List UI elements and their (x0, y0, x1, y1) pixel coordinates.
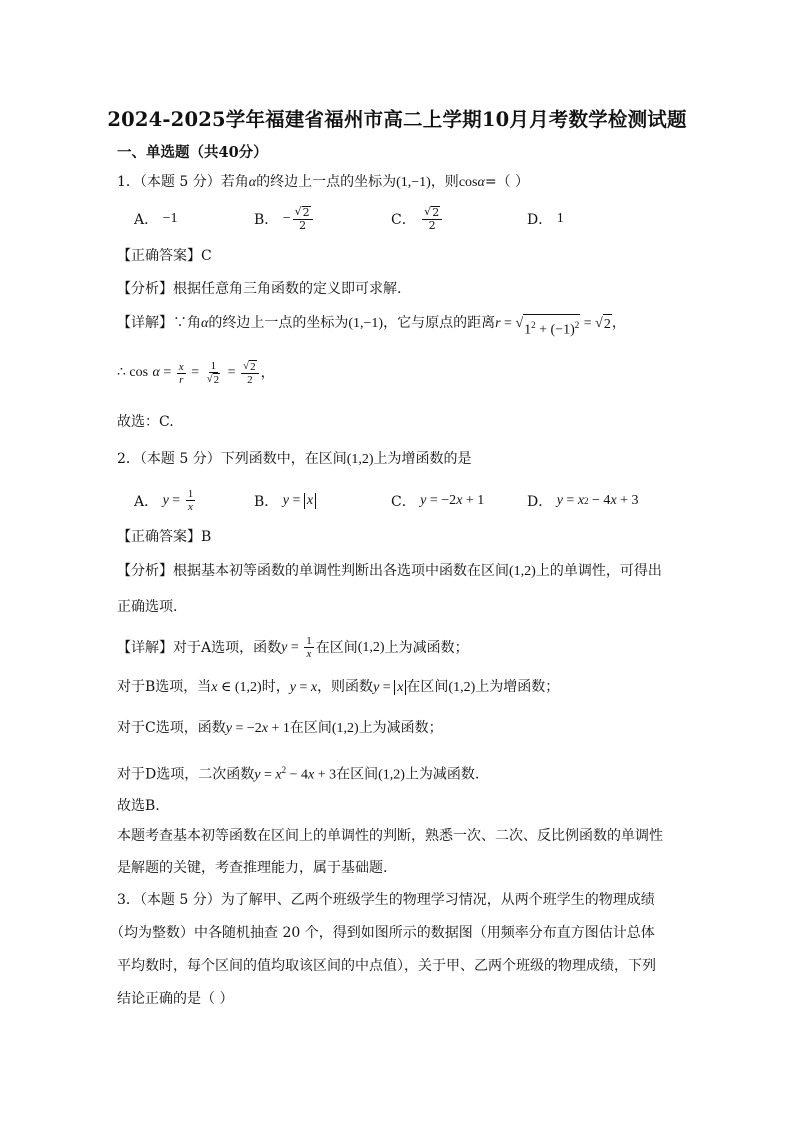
question-2-detail-d: 对于D选项，二次函数$y = x^2 - 4x + 3$在区间(1,2)上为减函数. (117, 765, 480, 783)
option-c[interactable]: C． √ 2 2 (391, 206, 527, 232)
page-title: 2024-2025学年福建省福州市高二上学期10月月考数学检测试题 (107, 108, 687, 131)
question-2-analysis-cont: 正确选项. (117, 599, 178, 615)
question-3-stem: 3．（本题 5 分）为了解甲、乙两个班级学生的物理学习情况，从两个班学生的物理成绩 (117, 892, 655, 908)
question-2-detail-b: 对于B选项，当x ∈ (1,2)时，y = x，则函数y = x 在区间(1,2)上为增函数； (117, 679, 560, 695)
option-c[interactable]: C． y = −2 x + 1 (391, 492, 485, 510)
question-3-stem-4: 结论正确的是（ ） (117, 991, 234, 1007)
question-1-formula: ∴ cos α = $\frac{x}{r}$ = 1 √ 2 = √ 2 2 ， (117, 360, 275, 386)
question-2-options (134, 488, 639, 513)
option-a[interactable]: A． −1 (134, 211, 178, 228)
question-2-conclusion: 故选B. (117, 798, 160, 814)
question-2-answer: 【正确答案】B (117, 529, 212, 545)
question-1-options (134, 206, 564, 232)
question-2-detail-a: 【详解】对于A选项，函数 y = $\frac{1}{x}$ 在区间 (1,2) 上为减函数； (117, 635, 469, 660)
question-2-analysis: 【分析】根据基本初等函数的单调性判断出各选项中函数在区间(1,2)上的单调性，可得出 (117, 563, 662, 579)
option-d[interactable]: D． y = x 2 − 4 x + 3 (527, 492, 639, 510)
question-3-stem-2: （均为整数）中各随机抽查 20 个，得到如图所示的数据图（用频率分布直方图估计总体 (110, 925, 655, 941)
question-1-analysis: 【分析】根据任意角三角函数的定义即可求解. (117, 281, 402, 297)
question-1-detail: 【详解】∵角α的终边上一点的坐标为(1,−1)，它与原点的距离r = √ $1^2 + (-1)^2$ = √ 2 ， (117, 313, 626, 341)
question-1-conclusion: 故选：C. (117, 414, 174, 430)
question-3-stem-3: 平均数时，每个区间的值均取该区间的中点值），关于甲、乙两个班级的物理成绩，下列 (117, 958, 656, 974)
option-d[interactable]: D． 1 (527, 211, 564, 228)
option-b[interactable]: B． y = x (254, 491, 391, 511)
option-a[interactable]: A． y = $\frac{1}{x}$ (134, 488, 194, 513)
section-heading: 一、单选题（共40分） (117, 144, 268, 161)
question-1-stem: 1．（本题 5 分）若角α的终边上一点的坐标为(1,−1)，则cosα=（ ） (117, 174, 530, 190)
question-2-note: 本题考查基本初等函数在区间上的单调性的判断，熟悉一次、二次、反比例函数的单调性 (117, 828, 663, 844)
question-1-answer: 【正确答案】C (117, 248, 212, 264)
question-2-detail-c: 对于C选项，函数y = −2x + 1在区间(1,2)上为减函数； (117, 720, 443, 736)
question-2-note-cont: 是解题的关键，考查推理能力，属于基础题. (117, 860, 388, 876)
option-b[interactable]: B． − √ 2 2 (254, 206, 391, 232)
question-2-stem: 2．（本题 5 分）下列函数中，在区间(1,2)上为增函数的是 (117, 451, 472, 467)
